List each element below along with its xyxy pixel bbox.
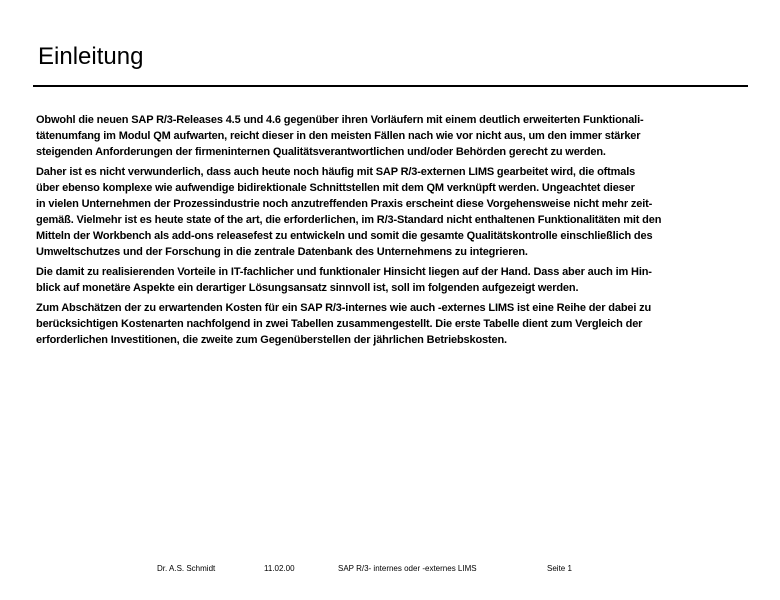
- text-line: Obwohl die neuen SAP R/3-Releases 4.5 und 4.6 gegenüber ihren Vorläufern mit einem deutlich erweiterten Funktionali-: [36, 114, 644, 126]
- text-line: in vielen Unternehmen der Prozessindustrie noch anzutreffenden Praxis erscheint diese Vorgehensweise nicht mehr zeit-: [36, 198, 653, 210]
- paragraph-external-lims: [36, 164, 756, 260]
- text-line: Umweltschutzes und der Forschung in die zentrale Datenbank des Unternehmens zu integrieren.: [36, 246, 528, 258]
- paragraph-intro: [36, 112, 756, 160]
- title-divider: [33, 85, 748, 87]
- text-line: Mitteln der Workbench als add-ons releasefest zu entwickeln und somit die gesamte Qualitätskontrolle einschließlich des: [36, 230, 653, 242]
- text-line: tätenumfang im Modul QM aufwarten, reicht dieser in den meisten Fällen nach wie vor nicht aus, um den immer stärker: [36, 130, 641, 142]
- paragraph-advantages: [36, 264, 756, 296]
- footer-author: Dr. A.S. Schmidt: [157, 564, 216, 573]
- footer-page-number: Seite 1: [547, 564, 572, 573]
- text-line: Die damit zu realisierenden Vorteile in IT-fachlicher und funktionaler Hinsicht liegen auf der Hand. Dass aber auch im Hin-: [36, 266, 652, 278]
- document-body: [36, 112, 756, 352]
- text-line: blick auf monetäre Aspekte ein derartiger Lösungsansatz sinnvoll ist, soll im folgenden aufgezeigt werden.: [36, 282, 579, 294]
- text-line: gemäß. Vielmehr ist es heute state of the art, die erforderlichen, im R/3-Standard nicht enthaltenen Funktionalitäten mit den: [36, 214, 662, 226]
- footer-subject: SAP R/3- internes oder -externes LIMS: [338, 564, 477, 573]
- text-line: über ebenso komplexe wie aufwendige bidirektionale Schnittstellen mit dem QM verknüpft werden. Ungeachtet dieser: [36, 182, 635, 194]
- paragraph-costs: [36, 300, 756, 348]
- page-title: Einleitung: [38, 43, 144, 70]
- text-line: erforderlichen Investitionen, die zweite zum Gegenüberstellen der jährlichen Betriebskosten.: [36, 334, 507, 346]
- text-line: berücksichtigen Kostenarten nachfolgend in zwei Tabellen zusammengestellt. Die erste Tabelle dient zum Vergleich der: [36, 318, 643, 330]
- text-line: steigenden Anforderungen der firmeninternen Qualitätsverantwortlichen und/oder Behörden gerecht zu werden.: [36, 146, 606, 158]
- text-line: Daher ist es nicht verwunderlich, dass auch heute noch häufig mit SAP R/3-externen LIMS gearbeitet wird, die oftmals: [36, 166, 636, 178]
- text-line: Zum Abschätzen der zu erwartenden Kosten für ein SAP R/3-internes wie auch -externes LIMS ist eine Reihe der dabei zu: [36, 302, 652, 314]
- footer-date: 11.02.00: [264, 564, 295, 573]
